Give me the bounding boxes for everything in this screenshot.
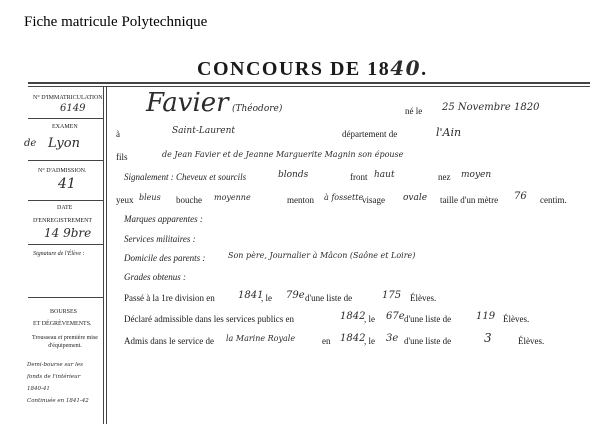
declare-rank: 67e <box>386 311 405 322</box>
menton-label: menton <box>287 195 314 205</box>
nez-label: nez <box>438 172 451 182</box>
declare-liste-label: d'une liste de <box>404 314 452 324</box>
domicile-label: Domicile des parents : <box>124 253 206 263</box>
sidebar-rule-2 <box>106 86 107 424</box>
bourses-hw-2: fonds de l'intérieur <box>27 374 81 380</box>
visage-value: ovale <box>403 193 428 203</box>
declare-year: 1842 <box>340 311 366 322</box>
admis-liste-label: d'une liste de <box>404 336 452 346</box>
concours-dot: . <box>421 58 428 80</box>
caption: Fiche matricule Polytechnique <box>24 14 208 30</box>
domicile-value: Son père, Journalier à Mâcon (Saône et Loire) <box>228 251 416 260</box>
taille-label: taille d'un mètre <box>440 195 499 205</box>
immatriculation-value: 6149 <box>60 103 86 114</box>
concours-year: 40 <box>390 56 422 80</box>
passe-le-label: , le <box>261 293 272 303</box>
sidebar-divider <box>28 244 103 245</box>
front-label: front <box>350 172 368 182</box>
sidebar-divider <box>28 297 103 298</box>
concours-label: CONCOURS DE 18 <box>197 58 391 80</box>
marques-label: Marques apparentes : <box>124 214 203 224</box>
parents-value: de Jean Favier et de Jeanne Marguerite Magnin son épouse <box>162 150 404 159</box>
student-first-name: (Théodore) <box>232 104 283 114</box>
trousseau-label: Trousseau et première mise d'équipement. <box>32 335 98 349</box>
admis-en-label: en <box>322 336 331 346</box>
sidebar-rule <box>103 86 104 424</box>
date-label: DATE <box>57 205 73 211</box>
a-label: à <box>116 129 120 139</box>
examen-value: Lyon <box>48 136 80 151</box>
top-rule-thin <box>28 86 590 87</box>
examen-prefix: de <box>24 138 37 149</box>
centim-label: centim. <box>540 195 567 205</box>
declare-label: Déclaré admissible dans les services publics en <box>124 314 294 324</box>
cheveux-value: blonds <box>278 170 309 180</box>
degrevements-label: ET DÉGRÈVEMENTS. <box>33 321 92 327</box>
declare-le-label: , le <box>364 314 375 324</box>
birth-place: Saint-Laurent <box>172 126 236 136</box>
departement-value: l'Ain <box>436 126 462 139</box>
bourses-hw-4: Continuée en 1841-42 <box>27 398 89 404</box>
grades-label: Grades obtenus : <box>124 272 186 282</box>
bouche-value: moyenne <box>214 193 251 202</box>
passe-eleves-label: Élèves. <box>410 293 437 303</box>
admis-total: 3 <box>484 331 492 345</box>
bourses-label: BOURSES <box>50 309 78 315</box>
birth-date: 25 Novembre 1820 <box>442 102 540 113</box>
menton-value: à fossette <box>324 193 364 202</box>
admis-year: 1842 <box>340 333 366 344</box>
signalement-label: Signalement : Cheveux et sourcils <box>124 172 247 182</box>
admis-rank: 3e <box>386 333 399 344</box>
signature-label: Signature de l'Élève : <box>33 251 85 257</box>
services-label: Services militaires : <box>124 234 196 244</box>
passe-liste-label: d'une liste de <box>305 293 353 303</box>
concours-title <box>197 56 428 81</box>
bourses-hw-3: 1840-41 <box>27 386 50 392</box>
enregistrement-value: 14 9bre <box>44 226 92 240</box>
yeux-value: bleus <box>139 193 161 202</box>
bouche-label: bouche <box>176 195 202 205</box>
front-value: haut <box>374 170 395 180</box>
enregistrement-label: D'ENREGISTREMENT <box>33 218 93 224</box>
passe-rank: 79e <box>286 290 305 301</box>
examen-label: EXAMEN <box>52 124 78 130</box>
sidebar-divider <box>28 160 103 161</box>
fils-label: fils <box>116 152 128 162</box>
admis-service: la Marine Royale <box>226 334 296 343</box>
ne-le-label <box>405 106 422 116</box>
immatriculation-label: N° D'IMMATRICULATION. <box>33 95 105 101</box>
visage-label: visage <box>362 195 385 205</box>
student-name: Favier <box>146 88 229 118</box>
departement-label: département de <box>342 129 398 139</box>
admis-label: Admis dans le service de <box>124 336 214 346</box>
passe-label: Passé à la 1re division en <box>124 293 215 303</box>
admission-value: 41 <box>58 176 76 192</box>
nez-value: moyen <box>461 170 492 180</box>
bourses-hw-1: Demi-bourse sur les <box>27 362 83 368</box>
admission-label: N° D'ADMISSION. <box>38 168 87 174</box>
passe-year: 1841 <box>238 290 264 301</box>
passe-total: 175 <box>382 290 402 301</box>
sidebar-divider <box>28 118 103 119</box>
taille-value: 76 <box>514 191 527 202</box>
sidebar-divider <box>28 200 103 201</box>
yeux-label: yeux <box>116 195 134 205</box>
declare-eleves-label: Élèves. <box>503 314 530 324</box>
admis-le-label: , le <box>364 336 375 346</box>
declare-total: 119 <box>476 311 496 322</box>
top-rule <box>28 82 590 84</box>
ne-le-text: né le <box>405 106 423 116</box>
admis-eleves-label: Élèves. <box>518 336 545 346</box>
